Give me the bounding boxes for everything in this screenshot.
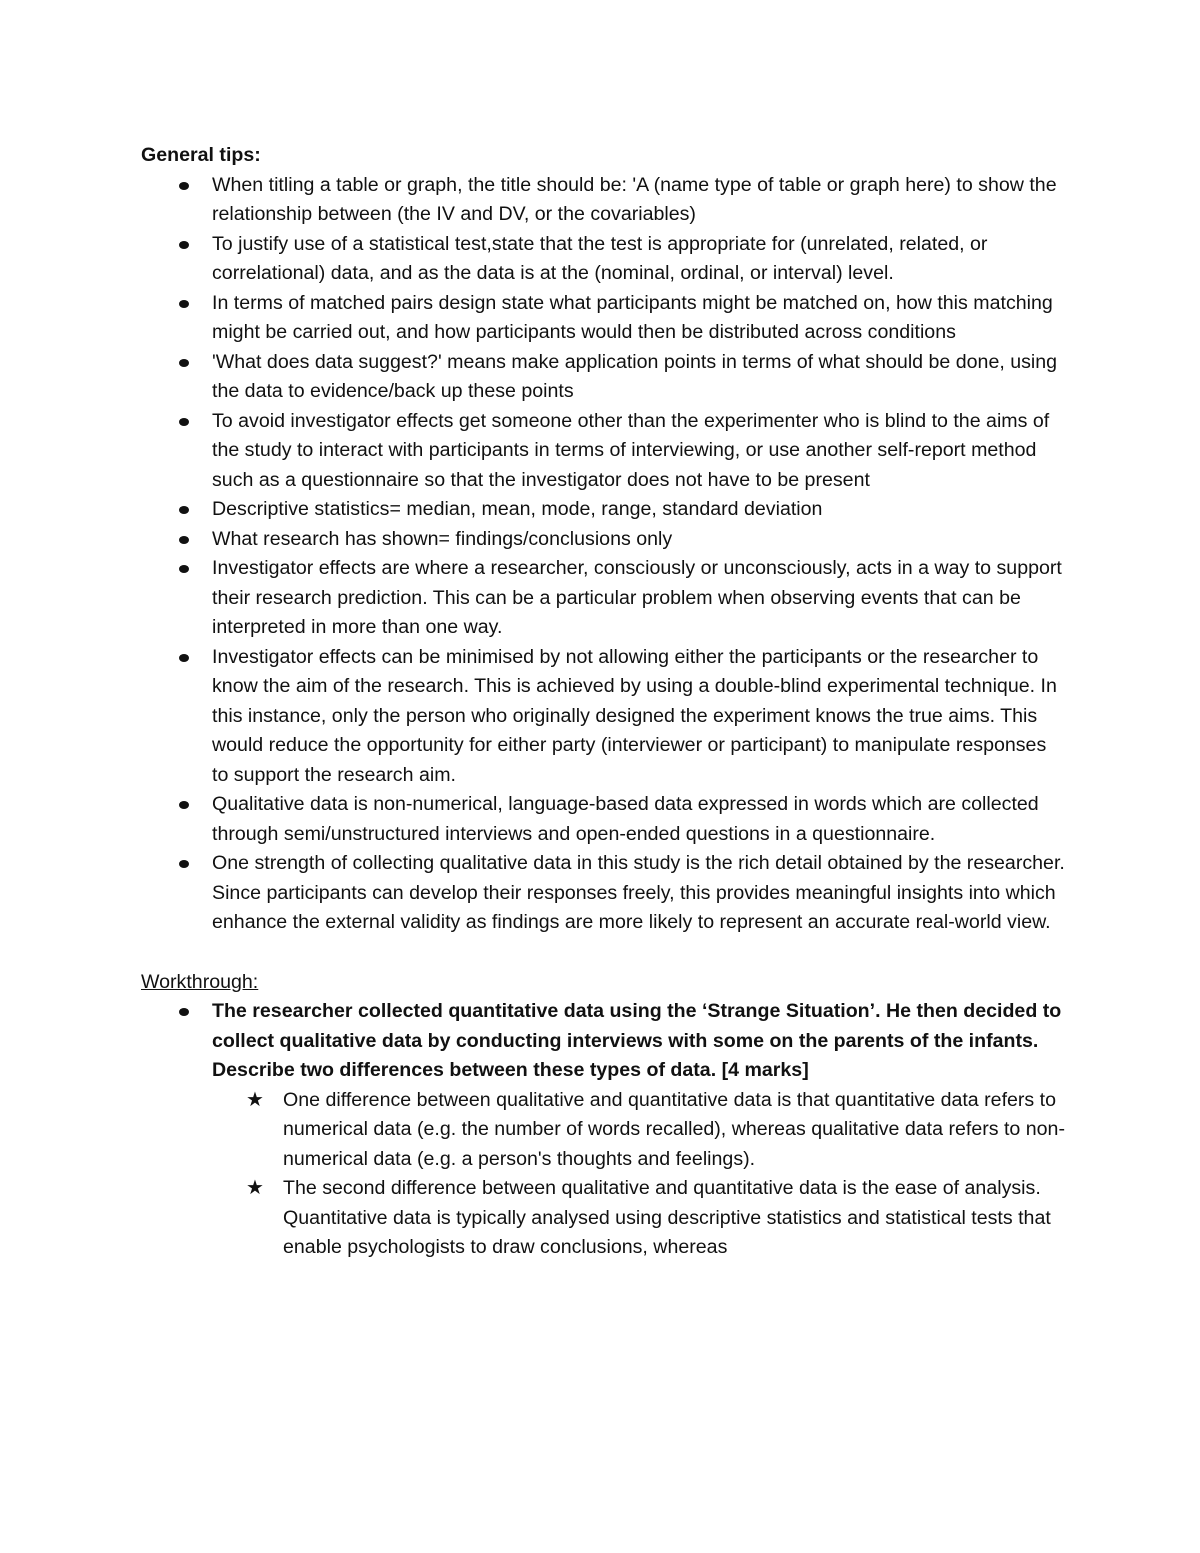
list-item: In terms of matched pairs design state what participants might be matched on, how this matching might be carried out, and how participants would then be distributed across conditions <box>141 289 1066 348</box>
section-spacer <box>141 938 1066 968</box>
bullet-icon <box>179 241 189 249</box>
bullet-icon <box>179 300 189 308</box>
bullet-icon <box>179 536 189 544</box>
list-item: 'What does data suggest?' means make application points in terms of what should be done, using the data to evidence/back up these points <box>141 348 1066 407</box>
list-item: To justify use of a statistical test,state that the test is appropriate for (unrelated, related, or correlational) data, and as the data is at the (nominal, ordinal, or interval) level. <box>141 230 1066 289</box>
list-item: To avoid investigator effects get someone other than the experimenter who is blind to the aims of the study to interact with participants in terms of interviewing, or use another self-report method such as a questionnaire so that the investigator does not have to be present <box>141 407 1066 496</box>
workthrough-list <box>141 997 1066 1263</box>
bullet-icon <box>179 860 189 868</box>
bullet-icon <box>179 182 189 190</box>
bullet-icon <box>179 654 189 662</box>
general-tips-heading: General tips: <box>141 144 261 166</box>
star-bullet-icon: ★ <box>246 1177 264 1199</box>
list-item: Investigator effects can be minimised by not allowing either the participants or the researcher to know the aim of the research. This is achieved by using a double-blind experimental technique. In this instance, only the person who originally designed the experiment knows the true aims. This would reduce the opportunity for either party (interviewer or participant) to manipulate responses to support the research aim. <box>141 643 1066 791</box>
bullet-icon <box>179 1008 189 1016</box>
bullet-icon <box>179 565 189 573</box>
bullet-icon <box>179 359 189 367</box>
list-item: Investigator effects are where a researcher, consciously or unconsciously, acts in a way to support their research prediction. This can be a particular problem when observing events that can be interpreted in more than one way. <box>141 554 1066 643</box>
bullet-icon <box>179 801 189 809</box>
list-item: Descriptive statistics= median, mean, mode, range, standard deviation <box>141 495 1066 525</box>
answer-item: ★ The second difference between qualitative and quantitative data is the ease of analysis. Quantitative data is typically analysed using descriptive statistics and statistical tests that enable psychologists to draw conclusions, whereas <box>141 1174 1066 1263</box>
list-item: Qualitative data is non-numerical, language-based data expressed in words which are collected through semi/unstructured interviews and open-ended questions in a questionnaire. <box>141 790 1066 849</box>
list-item: When titling a table or graph, the title should be: 'A (name type of table or graph here) to show the relationship between (the IV and DV, or the covariables) <box>141 171 1066 230</box>
question-item <box>141 997 1066 1263</box>
star-bullet-icon: ★ <box>246 1088 264 1111</box>
workthrough-heading: Workthrough: <box>141 970 259 993</box>
bullet-icon <box>179 506 189 514</box>
answers-list <box>212 1086 1066 1263</box>
list-item: One strength of collecting qualitative data in this study is the rich detail obtained by the researcher. Since participants can develop their responses freely, this provides meaningful insights into which enhance the external validity as findings are more likely to represent an accurate real-world view. <box>141 849 1066 938</box>
general-tips-list <box>141 171 1066 938</box>
question-text: The researcher collected quantitative data using the ‘Strange Situation’. He then decided to collect qualitative data by conducting interviews with some on the parents of the infants. Describe two differences between these types of data. [4 marks] <box>212 1000 1062 1081</box>
list-item: What research has shown= findings/conclusions only <box>141 525 1066 555</box>
bullet-icon <box>179 418 189 426</box>
document-page <box>141 141 1066 1263</box>
answer-item: ★ One difference between qualitative and quantitative data is that quantitative data refers to numerical data (e.g. the number of words recalled), whereas qualitative data refers to non-numerical data (e.g. a person's thoughts and feelings). <box>141 1086 1066 1175</box>
